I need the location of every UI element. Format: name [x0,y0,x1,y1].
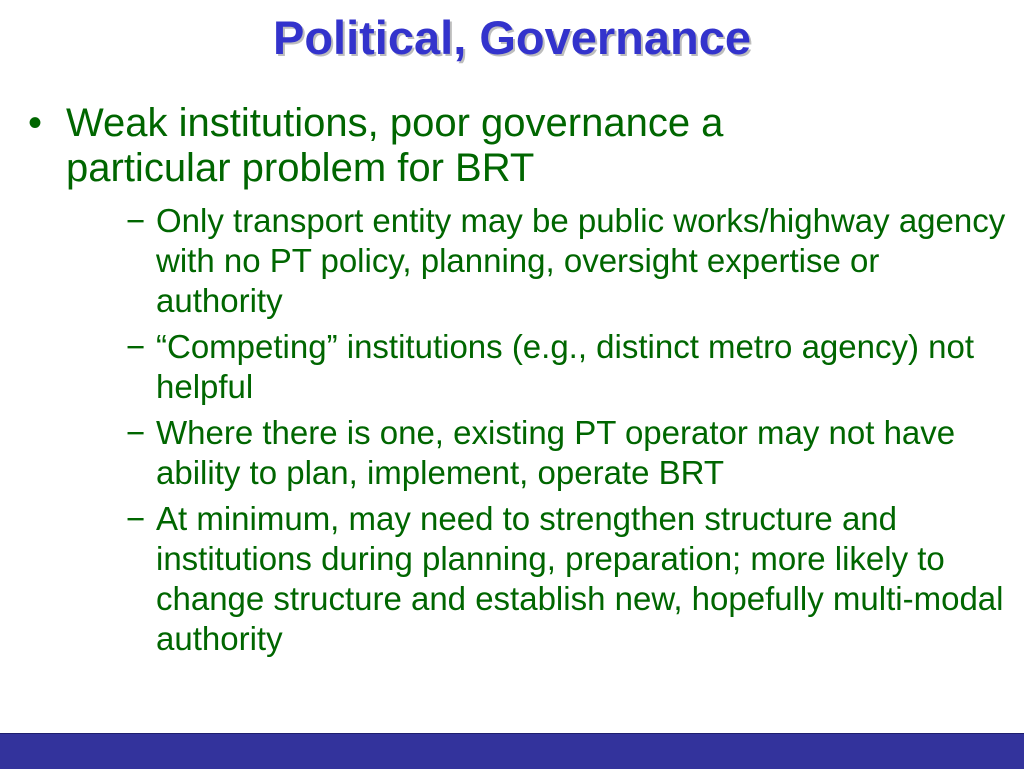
dash-icon: − [126,414,146,451]
dash-icon: − [126,328,146,365]
main-bullet [28,101,888,191]
dash-icon: − [126,202,146,239]
sub-bullet-text: Where there is one, existing PT operator may not have ability to plan, implement, operate BRT [156,414,956,491]
sub-bullet-list [126,201,1006,665]
sub-bullet-item [126,413,1006,493]
sub-bullet-item [126,499,1006,659]
main-bullet-text: Weak institutions, poor governance a particular problem for BRT [66,101,724,190]
bullet-dot-icon: • [28,101,43,145]
dash-icon: − [126,500,146,537]
footer-bar [0,733,1024,769]
sub-bullet-text: Only transport entity may be public works/highway agency with no PT policy, planning, oversight expertise or authority [156,202,1006,319]
sub-bullet-item [126,327,1006,407]
sub-bullet-text: At minimum, may need to strengthen structure and institutions during planning, preparation; more likely to change structure and establish new, hopefully multi-modal authority [156,500,1004,657]
slide-title: Political, Governance [272,11,751,64]
sub-bullet-text: “Competing” institutions (e.g., distinct metro agency) not helpful [156,328,975,405]
sub-bullet-item [126,201,1006,321]
